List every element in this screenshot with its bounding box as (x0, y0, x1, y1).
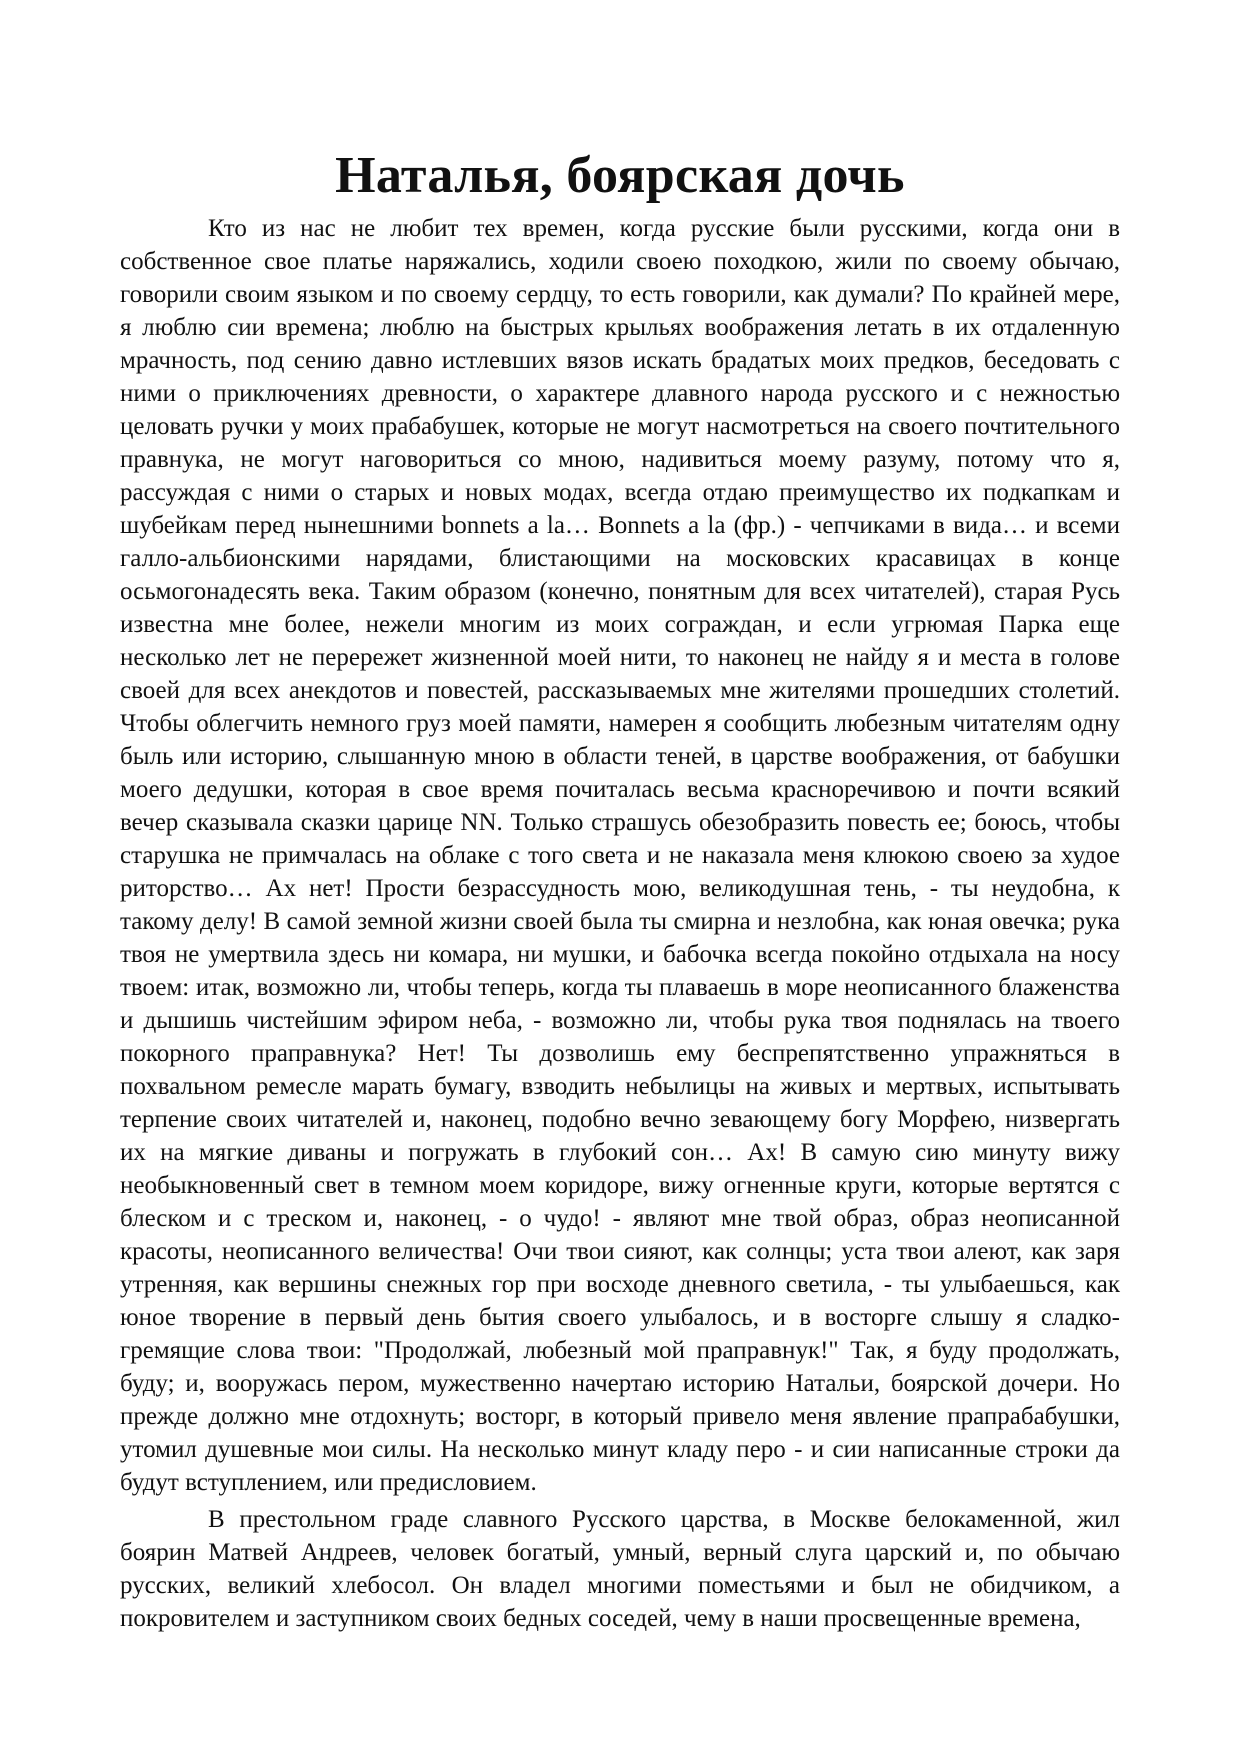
document-title: Наталья, боярская дочь (335, 147, 905, 204)
paragraph-intro: Кто из нас не любит тех времен, когда русские были русскими, когда они в собственное свое платье наряжались, ходили своею походкою, жили по своему обычаю, говорили своим языком и по своему сердцу, то есть говорили, как думали? По крайней мере, я люблю сии времена; люблю на быстрых крыльях воображения летать в их отдаленную мрачность, под сению давно истлевших вязов искать брадатых моих предков, беседовать с ними о приключениях древности, о характере длавного народа русского и с нежностью целовать ручки у моих прабабушек, которые не могут насмотреться на своего почтительного правнука, не могут наговориться со мною, надивиться моему разуму, потому что я, рассуждая с ними о старых и новых модах, всегда отдаю преимущество их подкапкам и шубейкам перед нынешними bonnets a la… Bonnets a la (фр.) - чепчиками в вида… и всеми галло-альбионскими нарядами, блистающими на московских красавицах в конце осьмогонадесять века. Таким образом (конечно, понятным для всех читателей), старая Русь известна мне более, нежели многим из моих сограждан, и если угрюмая Парка еще несколько лет не перережет жизненной моей нити, то наконец не найду я и места в голове своей для всех анекдотов и повестей, рассказываемых мне жителями прошедших столетий. Чтобы облегчить немного груз моей памяти, намерен я сообщить любезным читателям одну быль или историю, слышанную мною в области теней, в царстве воображения, от бабушки моего дедушки, которая в свое время почиталась весьма красноречивою и почти всякий вечер сказывала сказки царице NN. Только страшусь обезобразить повесть ее; боюсь, чтобы старушка не примчалась на облаке с того света и не наказала меня клюкою своею за худое риторство… Ах нет! Прости безрассудность мою, великодушная тень, - ты неудобна, к такому делу! В самой земной жизни своей была ты смирна и незлобна, как юная овечка; рука твоя не умертвила здесь ни комара, ни мушки, и бабочка всегда покойно отдыхала на носу твоем: итак, возможно ли, чтобы теперь, когда ты плаваешь в море неописанного блаженства и дышишь чистейшим эфиром неба, - возможно ли, чтобы рука твоя поднялась на твоего покорного праправнука? Нет! Ты дозволишь ему беспрепятственно упражняться в похвальном ремесле марать бумагу, взводить небылицы на живых и мертвых, испытывать терпение своих читателей и, наконец, подобно вечно зевающему богу Морфею, низвергать их на мягкие диваны и погружать в глубокий сон… Ах! В самую сию минуту вижу необыкновенный свет в темном моем коридоре, вижу огненные круги, которые вертятся с блеском и с треском и, наконец, - о чудо! - являют мне твой образ, образ неописанной красоты, неописанного величества! Очи твои сияют, как солнцы; уста твои алеют, как заря утренняя, как вершины снежных гор при восходе дневного светила, - ты улыбаешься, как юное творение в первый день бытия своего улыбалось, и в восторге слышу я сладко-гремящие слова твои: "Продолжай, любезный мой праправнук!" Так, я буду продолжать, буду; и, вооружась пером, мужественно начертаю историю Натальи, боярской дочери. Но прежде должно мне отдохнуть; восторг, в который привело меня явление прапрабабушки, утомил душевные мои силы. На несколько минут кладу перо - и сии написанные строки да будут вступлением, или предисловием. (120, 215, 1120, 1496)
document-page (120, 140, 1120, 1635)
paragraph-story-start: В престольном граде славного Русского царства, в Москве белокаменной, жил боярин Матвей Андреев, человек богатый, умный, верный слуга царский и, по обычаю русских, великий хлебосол. Он владел многими поместьями и был не обидчиком, а покровителем и заступником своих бедных соседей, чему в наши просвещенные времена, (120, 1506, 1120, 1632)
